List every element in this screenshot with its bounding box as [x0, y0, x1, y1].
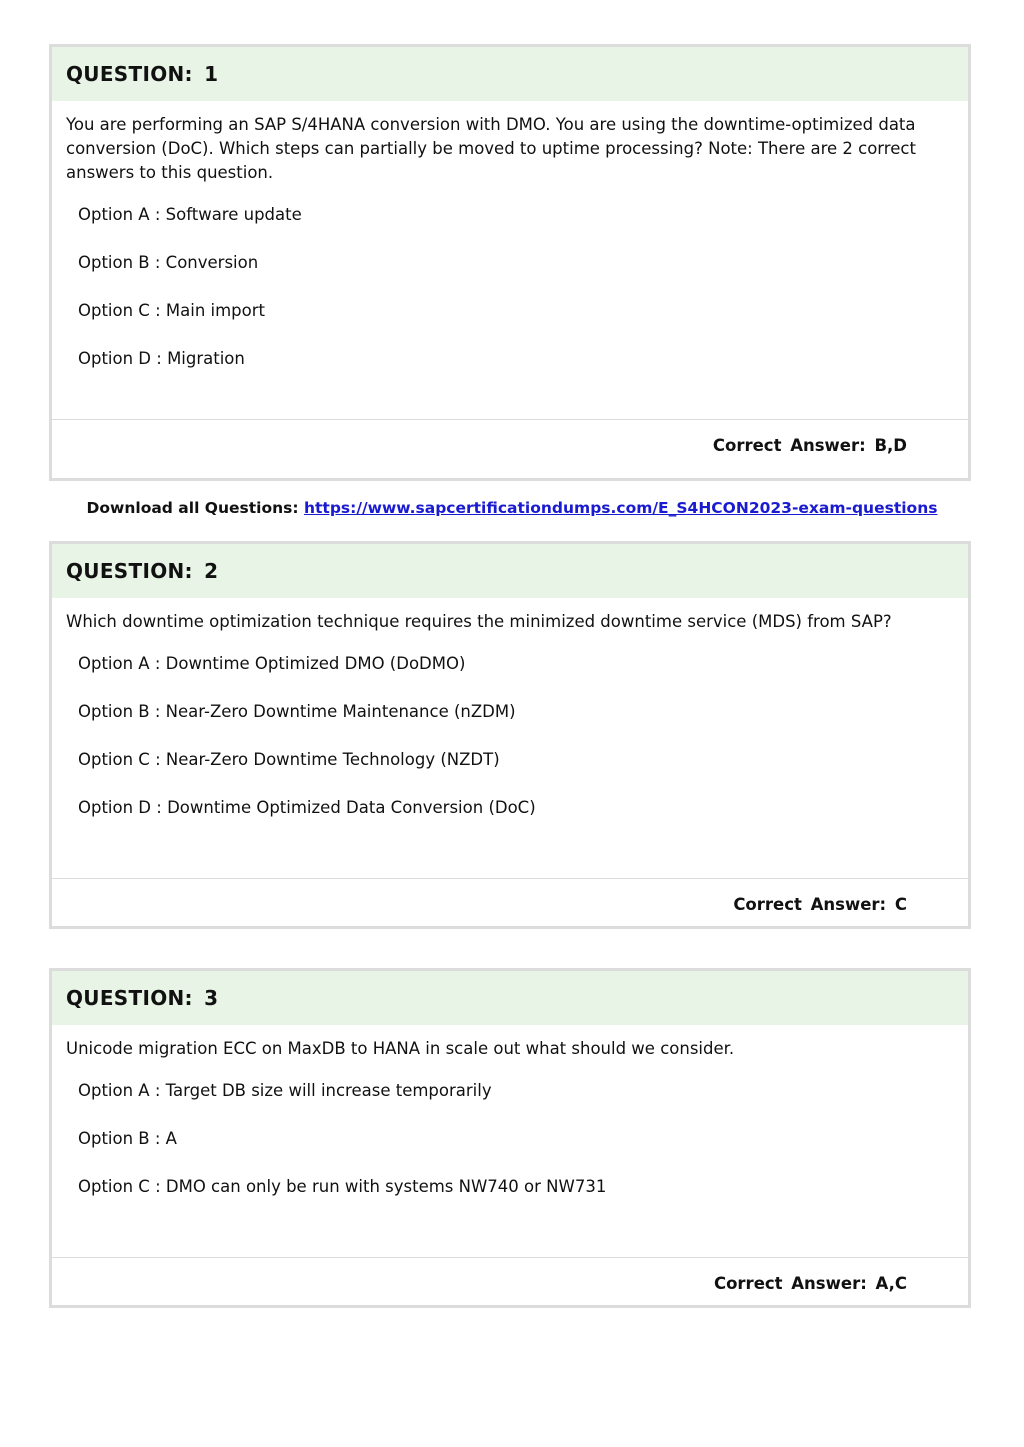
question-text: You are performing an SAP S/4HANA conversion with DMO. You are using the downtime-optimized data conversion (DoC). Which steps can partially be moved to uptime processing? Note: There are 2 correct answers to this question.: [66, 115, 916, 182]
download-label: Download all Questions:: [86, 499, 304, 517]
option-b: Option B : A: [78, 1129, 177, 1148]
option-a: Option A : Downtime Optimized DMO (DoDMO): [78, 654, 466, 673]
question-title: QUESTION: 3: [52, 971, 968, 1025]
question-body: [52, 1025, 968, 1257]
correct-answer: Correct Answer: A,C: [52, 1257, 968, 1308]
question-text: Unicode migration ECC on MaxDB to HANA in scale out what should we consider.: [66, 1039, 735, 1058]
option-b: Option B : Conversion: [78, 253, 259, 272]
option-c: Option C : DMO can only be run with systems NW740 or NW731: [78, 1177, 607, 1196]
question-title: QUESTION: 2: [52, 544, 968, 598]
option-d: Option D : Migration: [78, 349, 245, 368]
question-title: QUESTION: 1: [52, 47, 968, 101]
option-a: Option A : Software update: [78, 205, 302, 224]
option-c: Option C : Main import: [78, 301, 265, 320]
correct-answer: Correct Answer: C: [52, 878, 968, 929]
option-c: Option C : Near-Zero Downtime Technology (NZDT): [78, 750, 500, 769]
option-a: Option A : Target DB size will increase temporarily: [78, 1081, 492, 1100]
question-text: Which downtime optimization technique requires the minimized downtime service (MDS) from SAP?: [66, 612, 892, 631]
question-card-2: [49, 541, 971, 929]
question-card-3: [49, 968, 971, 1308]
download-line: [0, 499, 1024, 517]
question-card-1: [49, 44, 971, 481]
question-body: [52, 598, 968, 878]
option-d: Option D : Downtime Optimized Data Conversion (DoC): [78, 798, 536, 817]
correct-answer: Correct Answer: B,D: [52, 419, 968, 470]
option-b: Option B : Near-Zero Downtime Maintenance (nZDM): [78, 702, 516, 721]
question-body: [52, 101, 968, 419]
download-link[interactable]: https://www.sapcertificationdumps.com/E_S4HCON2023-exam-questions: [303, 499, 938, 517]
